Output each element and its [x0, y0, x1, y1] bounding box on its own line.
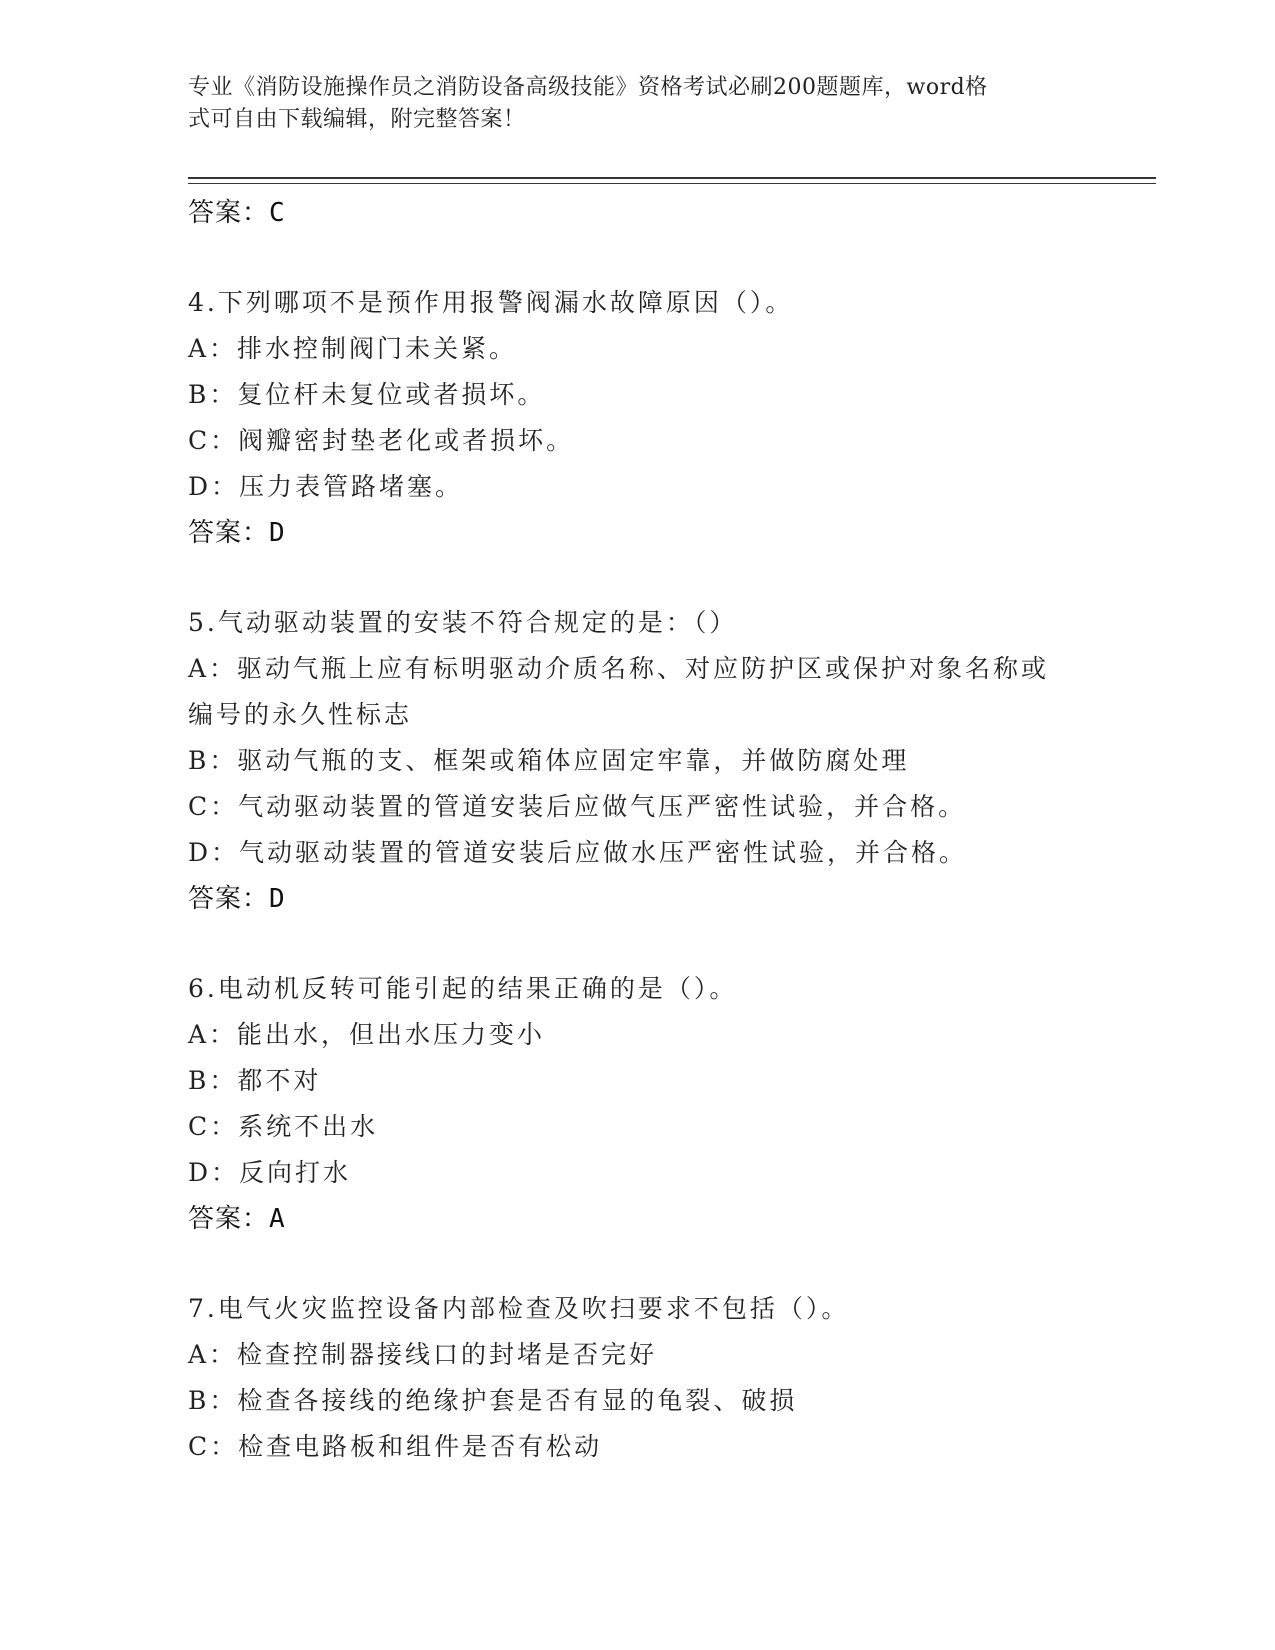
- header-divider-thin: [188, 183, 1156, 184]
- option-d: D：压力表管路堵塞。: [188, 472, 464, 501]
- spacer: [188, 236, 1108, 280]
- answer-value: C: [269, 198, 286, 228]
- header-title-line-2: 式可自由下载编辑，附完整答案！: [188, 107, 526, 132]
- page-header: [188, 72, 1068, 136]
- question-item: [188, 280, 1108, 556]
- question-item: [188, 600, 1108, 922]
- question-stem: 4.下列哪项不是预作用报警阀漏水故障原因（）。: [188, 288, 794, 317]
- answer-value: D: [269, 884, 286, 914]
- answer-line: [188, 190, 1108, 236]
- question-stem: 7.电气火灾监控设备内部检查及吹扫要求不包括（）。: [188, 1294, 850, 1323]
- question-list: [188, 190, 1108, 1470]
- spacer: [188, 1242, 1108, 1286]
- option-b: B：检查各接线的绝缘护套是否有显的龟裂、破损: [188, 1386, 798, 1415]
- header-divider-thick: [188, 177, 1156, 179]
- answer-label: 答案：: [188, 1204, 270, 1234]
- answer-label: 答案：: [188, 518, 270, 548]
- answer-label: 答案：: [188, 884, 270, 914]
- option-b: B：驱动气瓶的支、框架或箱体应固定牢靠，并做防腐处理: [188, 746, 910, 775]
- option-c: C：阀瓣密封垫老化或者损坏。: [188, 426, 575, 455]
- question-stem: 6.电动机反转可能引起的结果正确的是（）。: [188, 974, 738, 1003]
- spacer: [188, 556, 1108, 600]
- question-stem: 5.气动驱动装置的安装不符合规定的是：（）: [188, 608, 738, 637]
- option-d: D：反向打水: [188, 1158, 352, 1187]
- option-b: B：都不对: [188, 1066, 322, 1095]
- answer-value: D: [269, 518, 286, 548]
- option-c: C：检查电路板和组件是否有松动: [188, 1432, 603, 1461]
- answer-label: 答案：: [188, 198, 270, 228]
- option-a: A：驱动气瓶上应有标明驱动介质名称、对应防护区或保护对象名称或编号的永久性标志: [188, 654, 1050, 729]
- option-a: A：检查控制器接线口的封堵是否完好: [188, 1340, 658, 1369]
- answer-line: [188, 510, 1108, 556]
- option-c: C：系统不出水: [188, 1112, 379, 1141]
- answer-value: A: [269, 1204, 286, 1234]
- answer-line: [188, 876, 1108, 922]
- question-item: [188, 1286, 1108, 1470]
- option-a: A：能出水，但出水压力变小: [188, 1020, 546, 1049]
- header-title-line-1: 专业《消防设施操作员之消防设备高级技能》资格考试必刷200题题库，word格: [188, 75, 988, 100]
- option-b: B：复位杆未复位或者损坏。: [188, 380, 546, 409]
- spacer: [188, 922, 1108, 966]
- option-a: A：排水控制阀门未关紧。: [188, 334, 518, 363]
- option-c: C：气动驱动装置的管道安装后应做气压严密性试验，并合格。: [188, 792, 967, 821]
- option-d: D：气动驱动装置的管道安装后应做水压严密性试验，并合格。: [188, 838, 968, 867]
- answer-line: [188, 1196, 1108, 1242]
- question-item: [188, 966, 1108, 1242]
